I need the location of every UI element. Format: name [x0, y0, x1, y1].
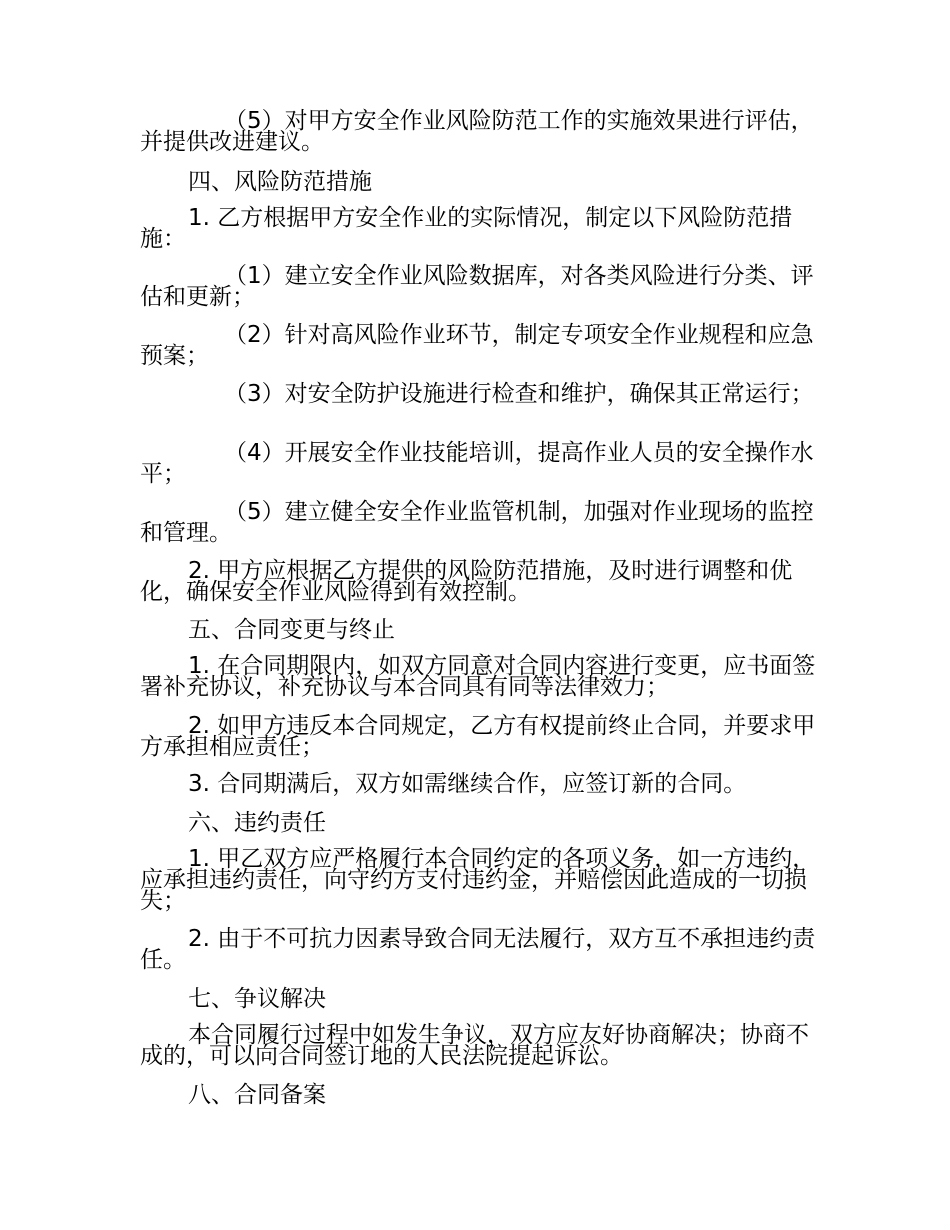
- paragraph-change-3: 3. 合同期满后，双方如需继续合作，应签订新的合同。: [188, 771, 747, 797]
- paragraph-measure-4: （4）开展安全作业技能培训，提高作业人员的安全操作水平；: [140, 440, 814, 487]
- section-heading-filing: 八、合同备案: [188, 1082, 326, 1108]
- paragraph-risk-item-5-eval: （5）对甲方安全作业风险防范工作的实施效果进行评估，并提供改进建议。: [140, 108, 814, 155]
- paragraph-measures-intro: 1. 乙方根据甲方安全作业的实际情况，制定以下风险防范措施：: [140, 205, 793, 252]
- section-heading-risk-measures: 四、风险防范措施: [188, 169, 372, 195]
- paragraph-measure-1: （1）建立安全作业风险数据库，对各类风险进行分类、评估和更新；: [140, 263, 814, 310]
- paragraph-measure-2: （2）针对高风险作业环节，制定专项安全作业规程和应急预案；: [140, 322, 814, 369]
- paragraph-measure-5: （5）建立健全安全作业监管机制，加强对作业现场的监控和管理。: [140, 499, 814, 546]
- section-heading-liability: 六、违约责任: [188, 810, 326, 836]
- paragraph-dispute: 本合同履行过程中如发生争议，双方应友好协商解决；协商不成的，可以向合同签订地的人民法院提起诉讼。: [140, 1022, 809, 1069]
- section-heading-dispute: 七、争议解决: [188, 986, 326, 1012]
- paragraph-measure-3: （3）对安全防护设施进行检查和维护，确保其正常运行；: [224, 381, 814, 407]
- paragraph-change-1: 1. 在合同期限内，如双方同意对合同内容进行变更，应书面签署补充协议，补充协议与本合同具有同等法律效力；: [140, 653, 816, 700]
- paragraph-measures-adjust: 2. 甲方应根据乙方提供的风险防范措施，及时进行调整和优化，确保安全作业风险得到有效控制。: [140, 558, 793, 605]
- paragraph-change-2: 2. 如甲方违反本合同规定，乙方有权提前终止合同，并要求甲方承担相应责任；: [140, 713, 816, 760]
- paragraph-liability-2: 2. 由于不可抗力因素导致合同无法履行，双方互不承担违约责任。: [140, 926, 816, 973]
- section-heading-contract-change: 五、合同变更与终止: [188, 617, 395, 643]
- paragraph-liability-1: 1. 甲乙双方应严格履行本合同约定的各项义务，如一方违约，应承担违约责任，向守约方支付违约金，并赔偿因此造成的一切损失；: [140, 846, 816, 914]
